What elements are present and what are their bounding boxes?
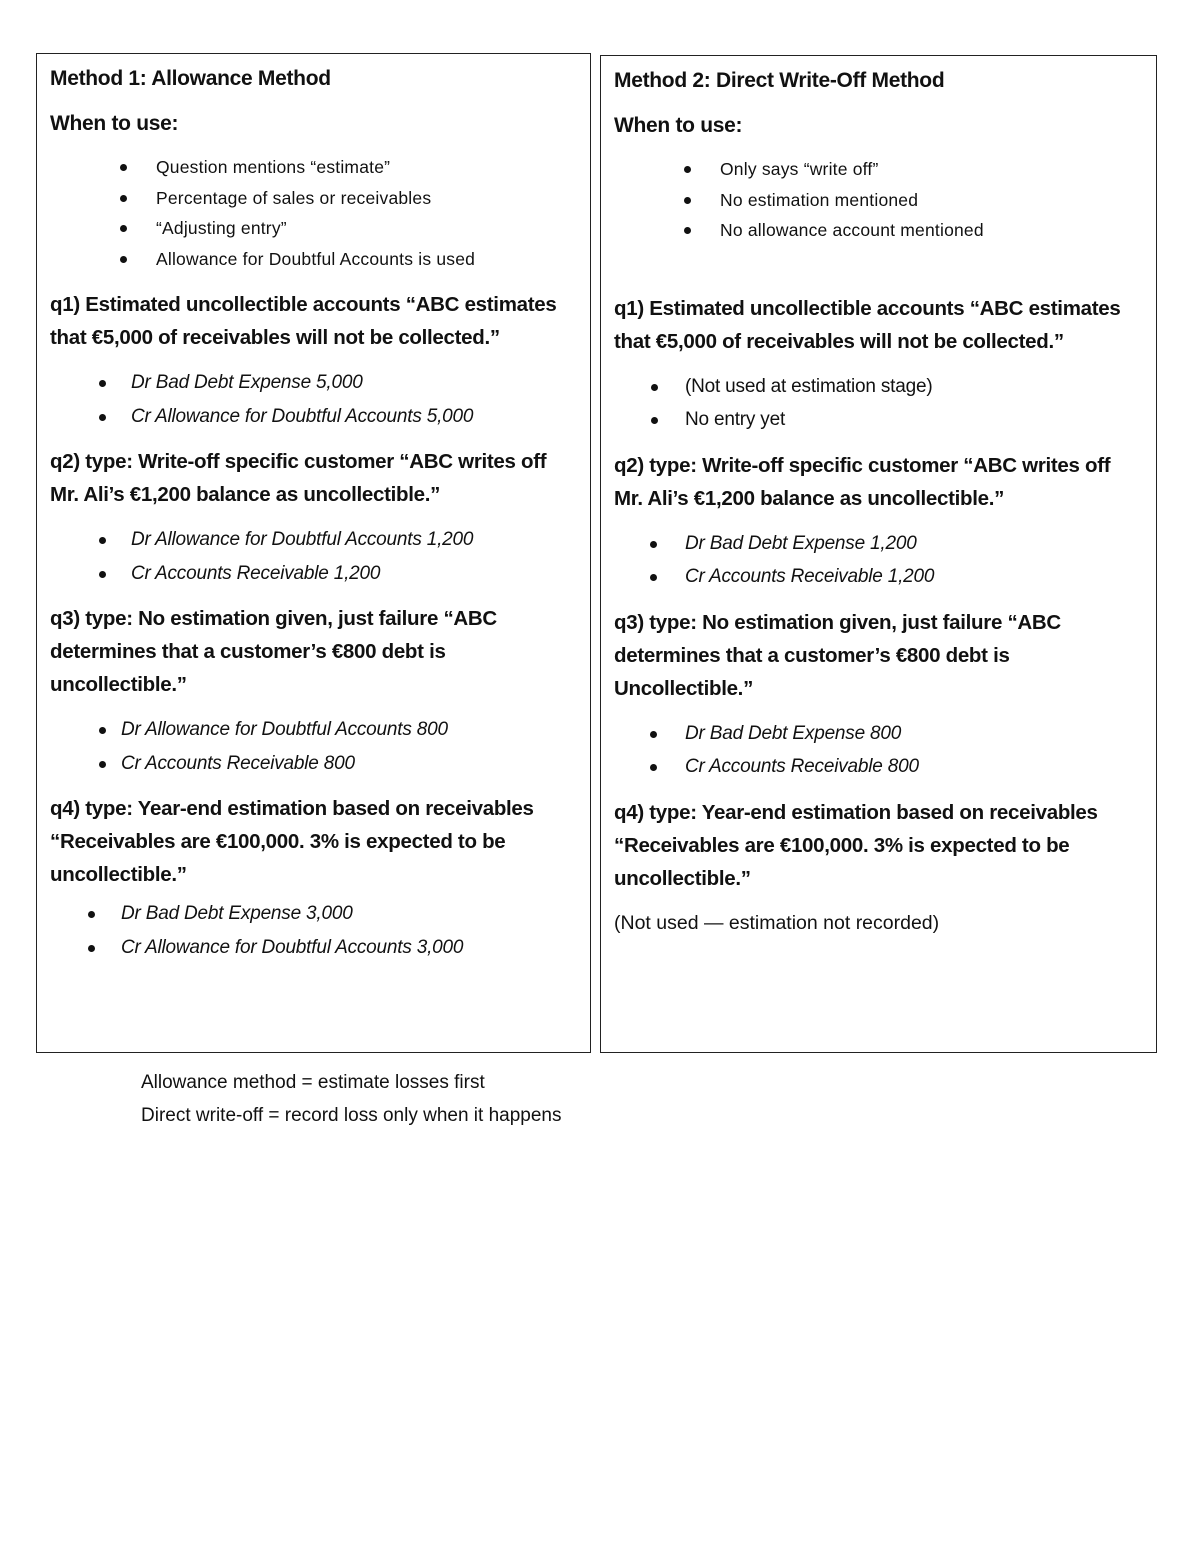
journal-entry: Cr Allowance for Doubtful Accounts 3,000 <box>50 931 578 965</box>
method1-title: Method 1: Allowance Method <box>50 67 331 90</box>
journal-entry: No entry yet <box>614 403 1144 437</box>
list-item: Percentage of sales or receivables <box>50 183 578 214</box>
journal-entry: Cr Accounts Receivable 800 <box>50 747 578 781</box>
method1-q4-prompt: q4) type: Year-end estimation based on receivables “Receivables are €100,000. 3% is expected to be uncollectible.” <box>50 797 534 886</box>
method2-when-label: When to use: <box>614 114 743 137</box>
journal-entry: (Not used at estimation stage) <box>614 370 1144 404</box>
journal-entry: Dr Bad Debt Expense 1,200 <box>614 527 1144 561</box>
summary <box>141 1066 562 1132</box>
journal-entry: Cr Allowance for Doubtful Accounts 5,000 <box>50 400 578 434</box>
list-item: Allowance for Doubtful Accounts is used <box>50 244 578 275</box>
list-item: No estimation mentioned <box>614 185 1144 216</box>
journal-entry: Cr Accounts Receivable 1,200 <box>50 557 578 591</box>
list-item: Question mentions “estimate” <box>50 152 578 183</box>
list-item: Only says “write off” <box>614 154 1144 185</box>
summary-line-allowance: Allowance method = estimate losses first <box>141 1072 485 1093</box>
method1-q2-prompt: q2) type: Write-off specific customer “ABC writes off Mr. Ali’s €1,200 balance as uncollectible.” <box>50 450 547 506</box>
method2-q4-prompt: q4) type: Year-end estimation based on receivables “Receivables are €100,000. 3% is expected to be uncollectible.” <box>614 800 1098 890</box>
journal-entry: Dr Allowance for Doubtful Accounts 800 <box>50 713 578 747</box>
journal-entry: Dr Bad Debt Expense 5,000 <box>50 366 578 400</box>
method1-when-list <box>50 152 578 274</box>
method2-when-list <box>614 154 1144 246</box>
method2-title: Method 2: Direct Write-Off Method <box>614 69 945 92</box>
method2-q1-prompt: q1) Estimated uncollectible accounts “ABC estimates that €5,000 of receivables will not be collected.” <box>614 296 1121 353</box>
method1-q1-entries <box>50 366 578 433</box>
list-item: “Adjusting entry” <box>50 213 578 244</box>
direct-write-off-panel <box>600 55 1157 1053</box>
method1-when-label: When to use: <box>50 112 179 135</box>
journal-entry: Cr Accounts Receivable 1,200 <box>614 560 1144 594</box>
summary-line-direct: Direct write-off = record loss only when it happens <box>141 1105 562 1126</box>
journal-entry: Dr Bad Debt Expense 800 <box>614 717 1144 751</box>
list-item: No allowance account mentioned <box>614 215 1144 246</box>
journal-entry: Cr Accounts Receivable 800 <box>614 750 1144 784</box>
method2-q3-entries <box>614 717 1144 784</box>
method1-q1-prompt: q1) Estimated uncollectible accounts “ABC estimates that €5,000 of receivables will not be collected.” <box>50 293 557 349</box>
method2-q4-note: (Not used — estimation not recorded) <box>614 911 940 934</box>
method2-q2-entries <box>614 527 1144 594</box>
method2-q3-prompt: q3) type: No estimation given, just failure “ABC determines that a customer’s €800 debt is Uncollectible.” <box>614 610 1061 700</box>
journal-entry: Dr Bad Debt Expense 3,000 <box>50 897 578 931</box>
allowance-method-panel <box>36 53 591 1053</box>
method1-q2-entries <box>50 523 578 590</box>
method2-q1-entries <box>614 370 1144 437</box>
method1-q3-entries <box>50 713 578 780</box>
journal-entry: Dr Allowance for Doubtful Accounts 1,200 <box>50 523 578 557</box>
method1-q3-prompt: q3) type: No estimation given, just failure “ABC determines that a customer’s €800 debt is uncollectible.” <box>50 607 497 696</box>
method1-q4-entries <box>50 897 578 964</box>
method2-q2-prompt: q2) type: Write-off specific customer “ABC writes off Mr. Ali’s €1,200 balance as uncollectible.” <box>614 453 1111 510</box>
